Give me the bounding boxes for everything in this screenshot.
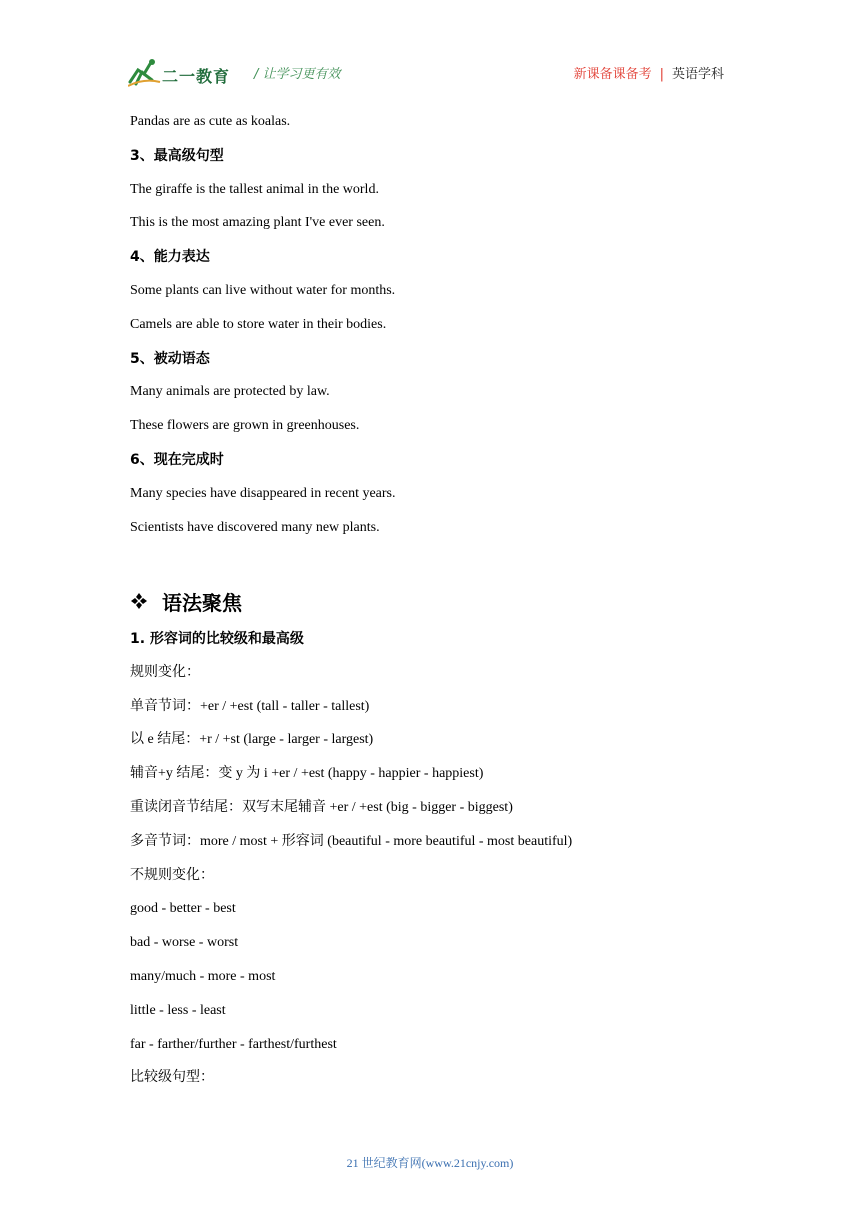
text-line: 重读闭音节结尾：双写末尾辅音 +er / +est (big - bigger - biggest) — [130, 800, 513, 815]
text-line: The giraffe is the tallest animal in the world. — [130, 181, 379, 197]
text-line: 辅音+y 结尾：变 y 为 i +er / +est (happy - happier - happiest) — [130, 766, 484, 782]
runner-logo-icon — [128, 56, 162, 88]
subheading: 6、现在完成时 — [130, 452, 224, 468]
text-line: good - better - best — [130, 901, 236, 917]
section-title: 语法聚焦 — [162, 590, 242, 615]
header-course-label: 新课备课备考 — [573, 67, 652, 82]
text-line: 多音节词：more / most + 形容词 (beautiful - more beautiful - most beautiful) — [130, 833, 573, 849]
subheading: 1. 形容词的比较级和最高级 — [130, 631, 304, 647]
subheading: 4、能力表达 — [130, 249, 210, 266]
text-line: Some plants can live without water for months. — [130, 283, 396, 298]
header-slogan: / 让学习更有效 — [254, 67, 341, 82]
text-line: many/much - more - most — [130, 969, 276, 984]
text-line: 单音节词：+er / +est (tall - taller - tallest) — [130, 698, 370, 714]
header-separator: | — [659, 67, 664, 82]
page-header — [128, 54, 724, 90]
subheading: 5、被动语态 — [130, 350, 210, 367]
text-line: Scientists have discovered many new plants. — [130, 519, 380, 535]
header-right — [574, 63, 724, 82]
text-line: bad - worse - worst — [130, 935, 239, 951]
subheading: 3、最高级句型 — [130, 147, 224, 164]
page-footer: 21 世纪教育网(www.21cnjy.com) — [346, 1156, 514, 1170]
text-line: 比较级句型： — [130, 1070, 214, 1086]
diamond-bullet-icon — [130, 592, 148, 610]
text-line: This is the most amazing plant I've ever seen. — [130, 215, 385, 231]
logo-text: 二一教育 — [162, 67, 231, 86]
text-line: Many species have disappeared in recent years. — [130, 485, 396, 501]
text-line: 不规则变化： — [130, 867, 214, 883]
text-line: Camels are able to store water in their bodies. — [130, 316, 387, 332]
text-line: little - less - least — [130, 1002, 226, 1018]
text-line: far - farther/further - farthest/furthest — [130, 1036, 337, 1052]
text-line: 以 e 结尾：+r / +st (large - larger - largest) — [130, 732, 374, 748]
text-line: Many animals are protected by law. — [130, 384, 330, 400]
text-line: 规则变化： — [130, 664, 200, 680]
logo — [128, 56, 238, 88]
header-subject: 英语学科 — [671, 67, 724, 82]
section-heading — [130, 588, 242, 614]
text-line: These flowers are grown in greenhouses. — [130, 418, 360, 434]
text-line: Pandas are as cute as koalas. — [130, 114, 291, 129]
